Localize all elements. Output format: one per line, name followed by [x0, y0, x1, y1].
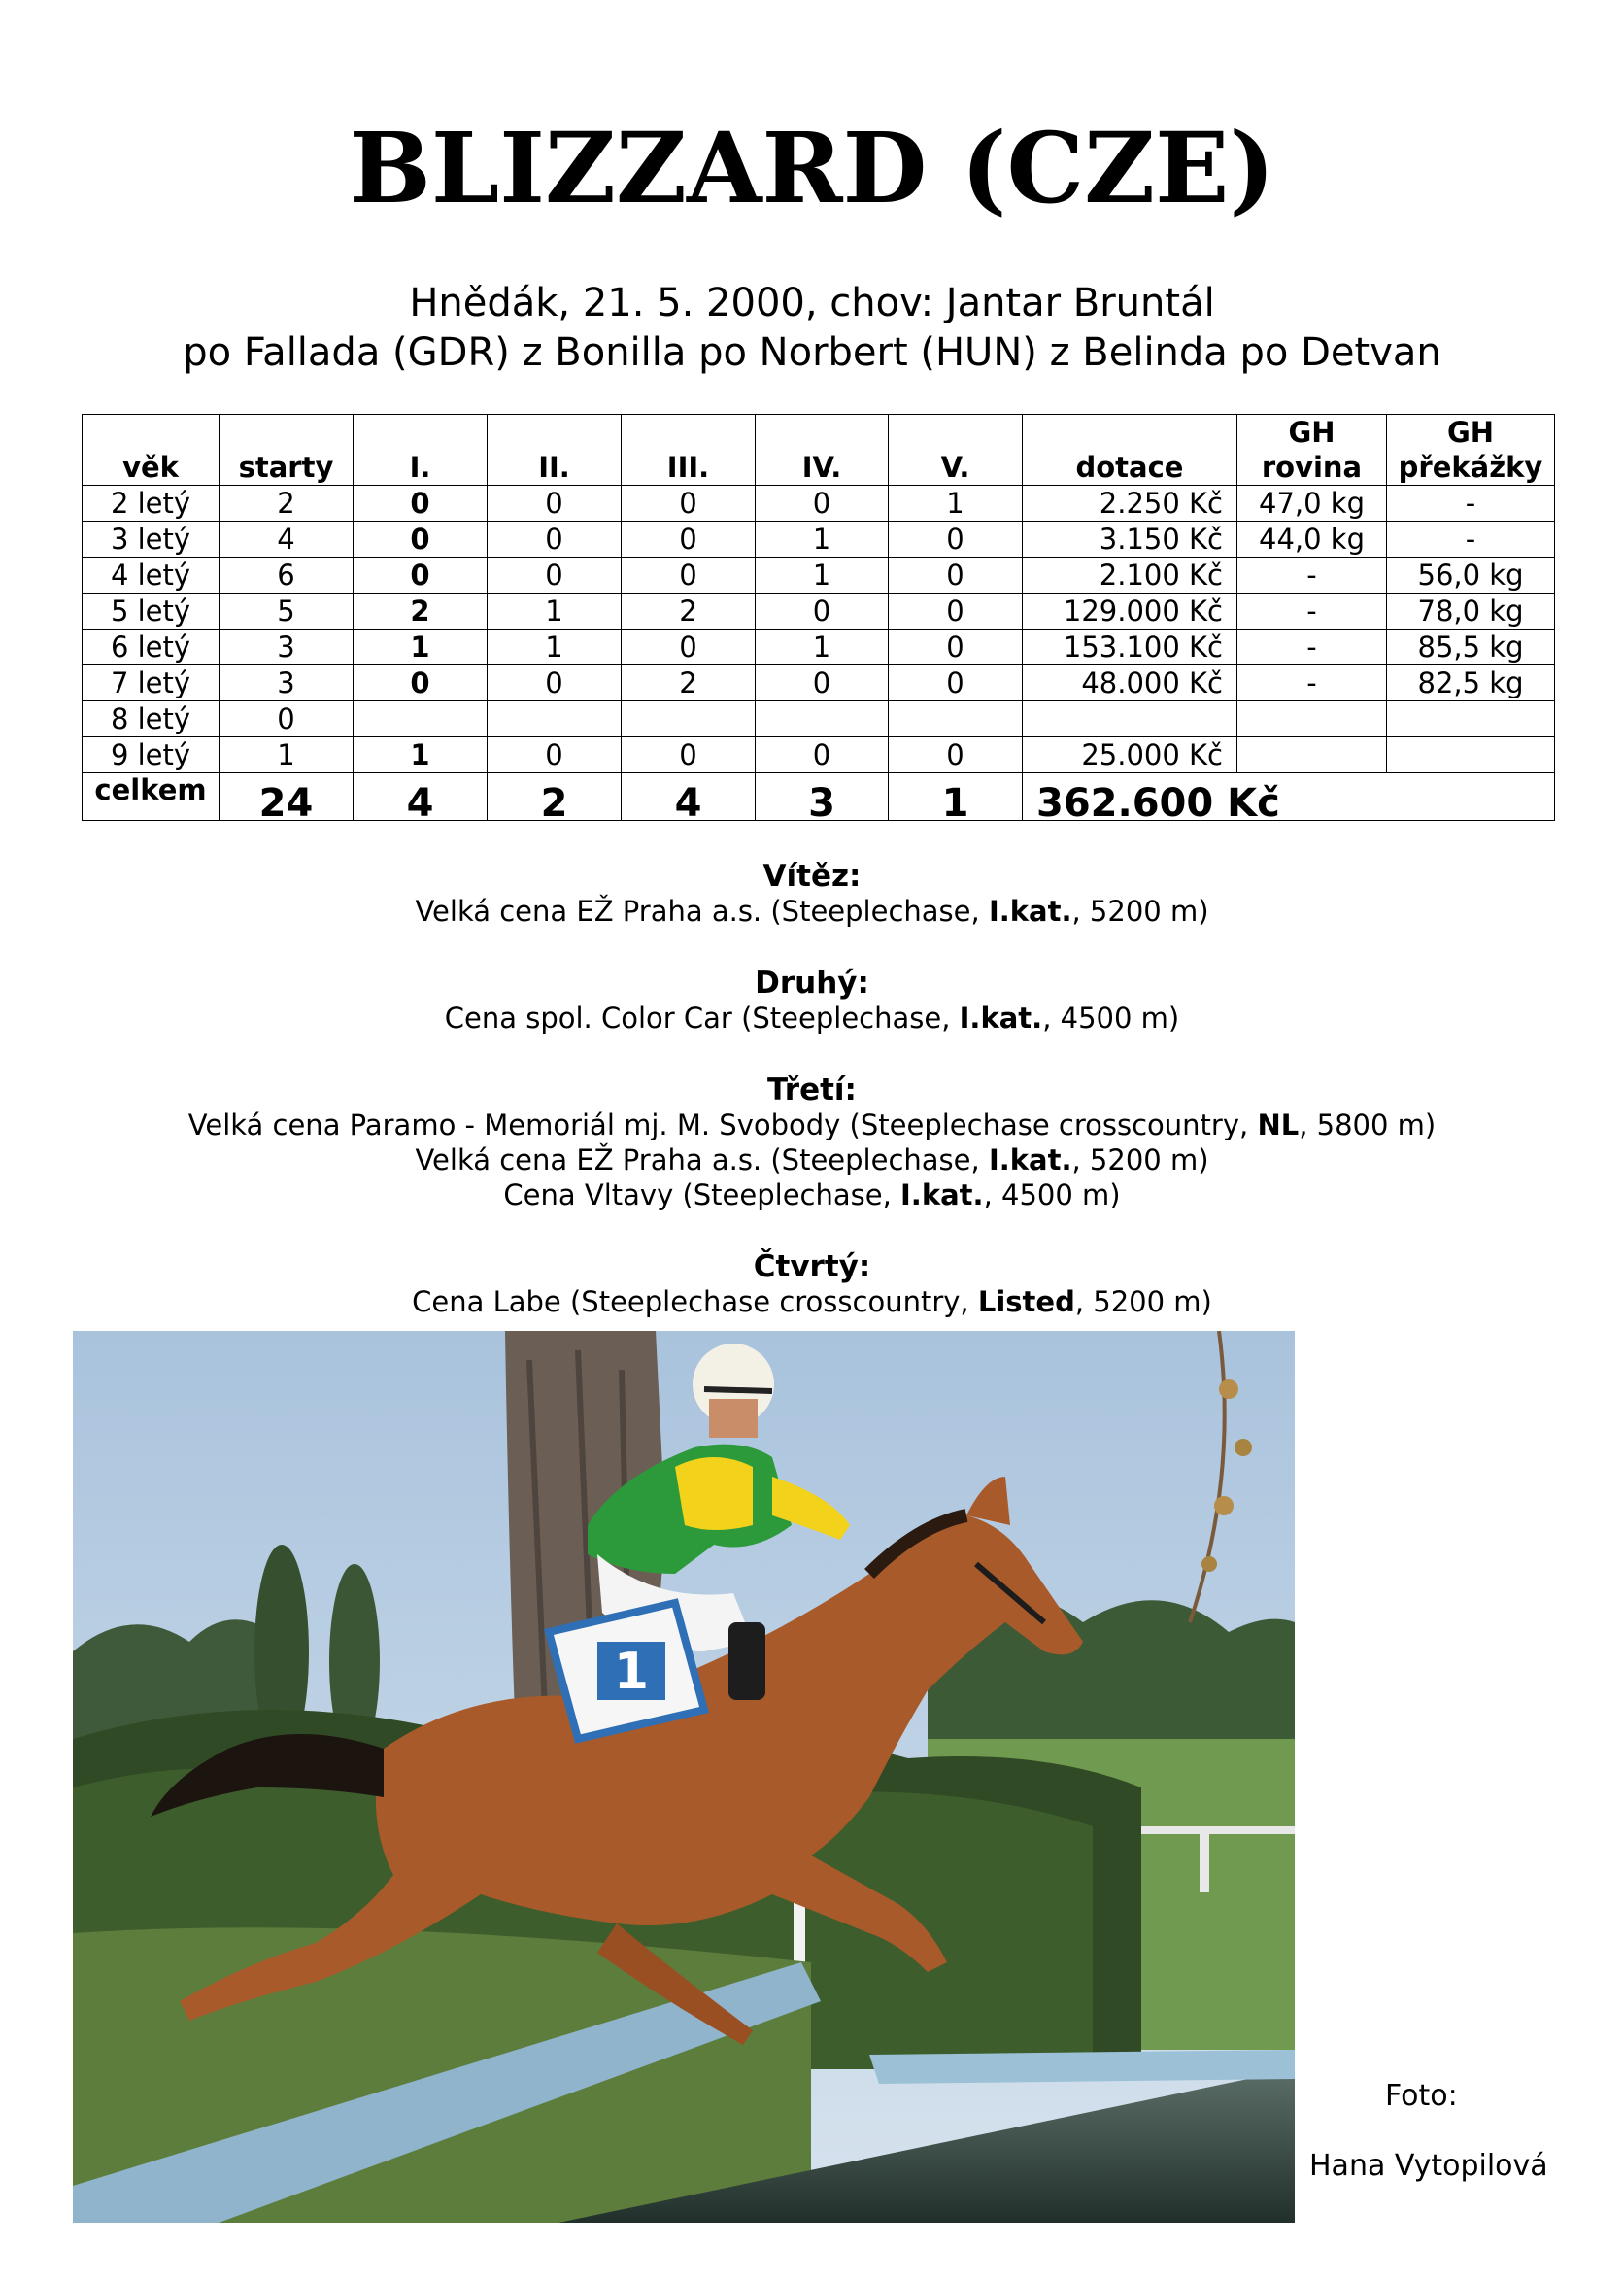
cell-p3	[622, 701, 756, 737]
cell-p2	[488, 701, 622, 737]
total-label: celkem	[83, 773, 220, 821]
header-starts: starty	[220, 415, 354, 486]
header-place-3: III.	[622, 415, 756, 486]
cell-vek: 7 letý	[83, 665, 220, 701]
cell-p2: 0	[488, 737, 622, 773]
cell-p4: 1	[756, 630, 889, 665]
cell-vek: 9 letý	[83, 737, 220, 773]
table-row	[83, 594, 1555, 630]
cell-gh-prekazky: 85,5 kg	[1387, 630, 1555, 665]
result-line: Velká cena EŽ Praha a.s. (Steeplechase, I.kat., 5200 m)	[415, 1143, 1209, 1176]
photo-credit-label: Foto:	[1385, 2079, 1458, 2113]
cell-p4	[756, 701, 889, 737]
table-row	[83, 701, 1555, 737]
cell-p5: 0	[889, 522, 1023, 558]
cell-p2: 1	[488, 630, 622, 665]
header-prize-money: dotace	[1023, 415, 1237, 486]
cell-gh-prekazky	[1387, 737, 1555, 773]
header-place-2: II.	[488, 415, 622, 486]
cell-gh-prekazky: -	[1387, 522, 1555, 558]
cell-p5: 0	[889, 737, 1023, 773]
header-age: věk	[83, 415, 220, 486]
section-fourth	[0, 1249, 1624, 1319]
cell-p3: 0	[622, 737, 756, 773]
cell-p4: 1	[756, 522, 889, 558]
cell-vek: 4 letý	[83, 558, 220, 594]
cell-vek: 5 letý	[83, 594, 220, 630]
cell-starty: 4	[220, 522, 354, 558]
cell-p1	[354, 701, 488, 737]
result-line: Cena Labe (Steeplechase crosscountry, Listed, 5200 m)	[412, 1285, 1212, 1318]
cell-p4: 1	[756, 558, 889, 594]
cell-starty: 1	[220, 737, 354, 773]
cell-p4: 0	[756, 486, 889, 522]
cell-gh-prekazky: -	[1387, 486, 1555, 522]
total-prize-money: 362.600 Kč	[1023, 773, 1555, 821]
section-heading: Čtvrtý:	[753, 1249, 871, 1284]
cell-dotace	[1023, 701, 1237, 737]
cell-p5: 0	[889, 558, 1023, 594]
cell-p4: 0	[756, 665, 889, 701]
cell-p3: 0	[622, 558, 756, 594]
result-line: Cena Vltavy (Steeplechase, I.kat., 4500 m)	[503, 1178, 1121, 1211]
cell-p5: 1	[889, 486, 1023, 522]
total-place-3: 4	[622, 773, 756, 821]
horse-jumping-illustration	[73, 1331, 1295, 2223]
cell-dotace: 2.250 Kč	[1023, 486, 1237, 522]
cell-gh-rovina: -	[1237, 665, 1387, 701]
section-heading: Vítěz:	[762, 859, 862, 894]
section-third	[0, 1072, 1624, 1212]
cell-p3: 2	[622, 594, 756, 630]
cell-p1: 1	[354, 630, 488, 665]
cell-gh-prekazky: 56,0 kg	[1387, 558, 1555, 594]
cell-gh-rovina: 47,0 kg	[1237, 486, 1387, 522]
subtitle-pedigree: po Fallada (GDR) z Bonilla po Norbert (HUN) z Belinda po Detvan	[183, 330, 1441, 375]
cell-starty: 6	[220, 558, 354, 594]
cell-gh-rovina: 44,0 kg	[1237, 522, 1387, 558]
section-second	[0, 966, 1624, 1036]
cell-gh-prekazky: 82,5 kg	[1387, 665, 1555, 701]
header-place-4: IV.	[756, 415, 889, 486]
total-place-2: 2	[488, 773, 622, 821]
table-total-row	[83, 773, 1555, 821]
table-row	[83, 630, 1555, 665]
cell-p1: 0	[354, 522, 488, 558]
steeplechase-photo	[73, 1331, 1295, 2223]
cell-starty: 3	[220, 630, 354, 665]
header-place-5: V.	[889, 415, 1023, 486]
total-starts: 24	[220, 773, 354, 821]
cell-p4: 0	[756, 737, 889, 773]
cell-p1: 1	[354, 737, 488, 773]
cell-gh-rovina: -	[1237, 630, 1387, 665]
cell-vek: 6 letý	[83, 630, 220, 665]
cell-starty: 2	[220, 486, 354, 522]
cell-dotace: 129.000 Kč	[1023, 594, 1237, 630]
cell-p1: 0	[354, 558, 488, 594]
cell-gh-prekazky: 78,0 kg	[1387, 594, 1555, 630]
cell-gh-rovina	[1237, 701, 1387, 737]
cell-vek: 3 letý	[83, 522, 220, 558]
section-winner	[0, 859, 1624, 929]
cell-p1: 0	[354, 486, 488, 522]
cell-dotace: 25.000 Kč	[1023, 737, 1237, 773]
table-row	[83, 665, 1555, 701]
cell-p3: 2	[622, 665, 756, 701]
subtitle-breeding: Hnědák, 21. 5. 2000, chov: Jantar Bruntál	[409, 281, 1215, 325]
cell-dotace: 48.000 Kč	[1023, 665, 1237, 701]
table-row	[83, 522, 1555, 558]
table-row	[83, 486, 1555, 522]
header-gh-hurdles: GH překážky	[1387, 415, 1555, 486]
result-line: Velká cena Paramo - Memoriál mj. M. Svobody (Steeplechase crosscountry, NL, 5800 m)	[187, 1108, 1437, 1141]
table-row	[83, 558, 1555, 594]
photo-credit-name: Hana Vytopilová	[1309, 2149, 1548, 2183]
cell-p5: 0	[889, 630, 1023, 665]
cell-p5: 0	[889, 594, 1023, 630]
cell-p2: 0	[488, 665, 622, 701]
cell-dotace: 153.100 Kč	[1023, 630, 1237, 665]
cell-starty: 0	[220, 701, 354, 737]
cell-dotace: 2.100 Kč	[1023, 558, 1237, 594]
total-place-1: 4	[354, 773, 488, 821]
cell-p4: 0	[756, 594, 889, 630]
section-heading: Třetí:	[767, 1072, 857, 1107]
result-line: Velká cena EŽ Praha a.s. (Steeplechase, I.kat., 5200 m)	[415, 895, 1209, 928]
cell-p2: 1	[488, 594, 622, 630]
cell-starty: 3	[220, 665, 354, 701]
section-heading: Druhý:	[755, 966, 869, 1001]
cell-p3: 0	[622, 522, 756, 558]
cell-gh-rovina: -	[1237, 594, 1387, 630]
cell-starty: 5	[220, 594, 354, 630]
cell-p2: 0	[488, 558, 622, 594]
cell-p3: 0	[622, 486, 756, 522]
total-place-5: 1	[889, 773, 1023, 821]
header-gh-flat: GH rovina	[1237, 415, 1387, 486]
table-row	[83, 737, 1555, 773]
cell-p5: 0	[889, 665, 1023, 701]
total-place-4: 3	[756, 773, 889, 821]
cell-p1: 0	[354, 665, 488, 701]
cell-vek: 8 letý	[83, 701, 220, 737]
header-place-1: I.	[354, 415, 488, 486]
race-statistics-table	[82, 414, 1555, 826]
cell-gh-rovina	[1237, 737, 1387, 773]
cell-dotace: 3.150 Kč	[1023, 522, 1237, 558]
cell-gh-prekazky	[1387, 701, 1555, 737]
saddle-cloth	[549, 1603, 704, 1739]
cell-gh-rovina: -	[1237, 558, 1387, 594]
cell-p3: 0	[622, 630, 756, 665]
cell-p5	[889, 701, 1023, 737]
cell-p2: 0	[488, 522, 622, 558]
table-header-row	[83, 415, 1555, 486]
cell-p1: 2	[354, 594, 488, 630]
saddle-number: 1	[613, 1643, 650, 1701]
page-title: BLIZZARD (CZE)	[349, 111, 1275, 225]
cell-vek: 2 letý	[83, 486, 220, 522]
cell-p2: 0	[488, 486, 622, 522]
result-line: Cena spol. Color Car (Steeplechase, I.kat., 4500 m)	[444, 1002, 1180, 1035]
